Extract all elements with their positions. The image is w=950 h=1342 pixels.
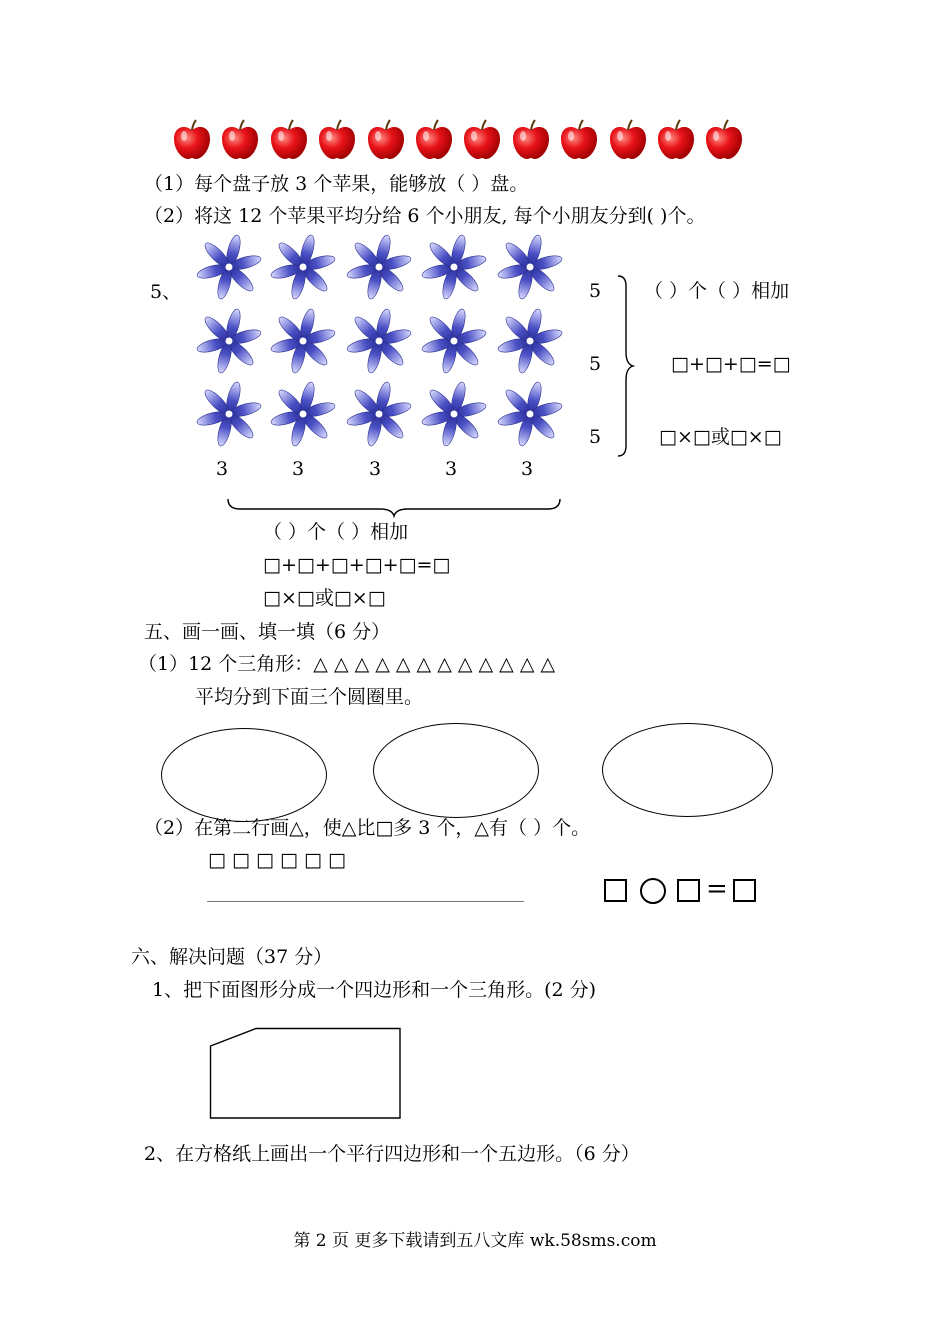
section5-q2-squares: □ □ □ □ □ □ (208, 849, 346, 871)
pentagon-figure (204, 1022, 406, 1122)
answer-circle-2[interactable] (373, 723, 539, 818)
apple-icon (414, 118, 454, 160)
right-line3: □×□或□×□ (659, 426, 782, 448)
equation-box[interactable] (604, 879, 627, 902)
answer-circle-1[interactable] (161, 728, 327, 822)
flower-icon (196, 234, 262, 300)
col-label: 3 (216, 458, 229, 480)
section6-heading: 六、解决问题（37 分） (131, 946, 333, 968)
answer-circle-3[interactable] (602, 723, 773, 817)
flower-icon (497, 381, 563, 447)
right-line2: □+□+□=□ (671, 353, 791, 375)
apple-icon (366, 118, 406, 160)
flower-icon (421, 234, 487, 300)
row-label: 5 (589, 353, 602, 375)
flower-icon (270, 381, 336, 447)
section5-q1-line1: （1）12 个三角形：△ △ △ △ △ △ △ △ △ △ △ △ (138, 653, 556, 675)
col-label: 3 (292, 458, 305, 480)
flower-icon (196, 308, 262, 374)
flower-icon (346, 234, 412, 300)
apple-icon (172, 118, 212, 160)
apple-icon (317, 118, 357, 160)
apple-icon (269, 118, 309, 160)
equation-operator-circle[interactable] (640, 878, 666, 904)
section5-heading: 五、画一画、填一填（6 分） (144, 621, 391, 643)
apple-icon (559, 118, 599, 160)
row-label: 5 (589, 280, 602, 302)
right-line1: （ ）个（ ）相加 (644, 280, 790, 302)
apple-icon (511, 118, 551, 160)
apple-icon (656, 118, 696, 160)
apple-icon (608, 118, 648, 160)
section6-q1: 1、把下面图形分成一个四边形和一个三角形。(2 分) (152, 979, 597, 1001)
section5-q2-line1: （2）在第二行画△，使△比□多 3 个，△有（ ）个。 (144, 817, 591, 839)
q4-line1: （1）每个盘子放 3 个苹果，能够放（ ）盘。 (144, 173, 529, 195)
col-label: 3 (369, 458, 382, 480)
apple-row (172, 118, 744, 160)
apple-icon (462, 118, 502, 160)
apple-icon (220, 118, 260, 160)
apple-icon (704, 118, 744, 160)
page-footer: 第 2 页 更多下载请到五八文库 wk.58sms.com (293, 1231, 657, 1251)
flower-icon (270, 234, 336, 300)
flower-icon (346, 381, 412, 447)
flower-icon (346, 308, 412, 374)
section5-q1-line2: 平均分到下面三个圆圈里。 (195, 686, 424, 708)
equation-box[interactable] (677, 879, 700, 902)
row-label: 5 (589, 426, 602, 448)
bottom-brace (226, 495, 562, 519)
bottom-line1: （ ）个（ ）相加 (263, 521, 409, 543)
flower-icon (270, 308, 336, 374)
flower-icon (421, 308, 487, 374)
col-label: 3 (521, 458, 534, 480)
flower-icon (497, 308, 563, 374)
flower-icon (421, 381, 487, 447)
col-label: 3 (445, 458, 458, 480)
answer-line[interactable] (207, 901, 524, 902)
q4-line2: （2）将这 12 个苹果平均分给 6 个小朋友, 每个小朋友分到( )个。 (144, 205, 706, 227)
q5-number: 5、 (150, 281, 182, 303)
section6-q2: 2、在方格纸上画出一个平行四边形和一个五边形。（6 分） (144, 1143, 640, 1165)
bottom-line2: □+□+□+□+□=□ (263, 554, 451, 576)
right-brace (614, 272, 638, 460)
flower-icon (196, 381, 262, 447)
flower-icon (497, 234, 563, 300)
equation-box[interactable] (733, 879, 756, 902)
bottom-line3: □×□或□×□ (263, 587, 386, 609)
equal-sign: = (706, 874, 728, 904)
